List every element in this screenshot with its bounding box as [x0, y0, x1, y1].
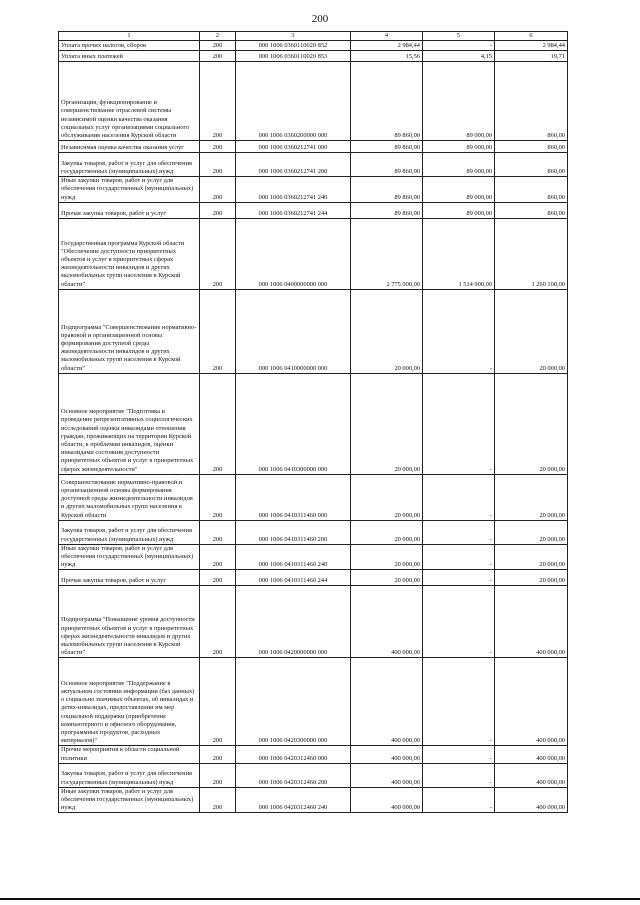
row-col5-amount-cell: - — [423, 763, 495, 787]
row-budget-code-cell: 000 1006 0410311460 240 — [236, 544, 351, 570]
row-col6-amount-cell: 400 000,00 — [495, 763, 568, 787]
row-budget-code-cell: 000 1006 0410311460 000 — [236, 474, 351, 520]
row-name-cell: Совершенствование нормативно-правовой и организационной основы формирования доступной среды жизнедеятельности инвалидов и других маломобильных групп населения в Курской области — [59, 474, 200, 520]
row-col5-amount-cell: 89 000,00 — [423, 153, 495, 177]
row-admin-code-cell: 200 — [200, 787, 236, 813]
row-budget-code-cell: 000 1006 0360110020 852 — [236, 41, 351, 51]
column-header: 3 — [236, 32, 351, 41]
row-col5-amount-cell: - — [423, 41, 495, 51]
row-col6-amount-cell: 19,71 — [495, 51, 568, 62]
page-number: 200 — [311, 13, 329, 25]
row-col4-amount-cell: 2 775 000,00 — [351, 218, 423, 289]
row-col5-amount-cell: - — [423, 373, 495, 474]
row-col5-amount-cell: - — [423, 586, 495, 658]
row-admin-code-cell: 200 — [200, 289, 236, 373]
table-row — [59, 373, 568, 474]
row-col5-amount-cell: 89 000,00 — [423, 62, 495, 141]
row-budget-code-cell: 000 1006 0420000000 000 — [236, 586, 351, 658]
row-col4-amount-cell: 89 860,00 — [351, 141, 423, 153]
row-name-cell: Организация, функционирование и совершенствование отраслевой системы независимой оценки качества оказания социальных услуг организациями социального обслуживания населения Курской области — [59, 62, 200, 141]
row-col5-amount-cell: 4,15 — [423, 51, 495, 62]
row-budget-code-cell: 000 1006 0360200000 000 — [236, 62, 351, 141]
row-admin-code-cell: 200 — [200, 373, 236, 474]
table-row — [59, 62, 568, 141]
row-admin-code-cell: 200 — [200, 746, 236, 763]
row-admin-code-cell: 200 — [200, 41, 236, 51]
row-budget-code-cell: 000 1006 0410311460 200 — [236, 520, 351, 544]
row-name-cell: Уплата иных платежей — [59, 51, 200, 62]
table-row — [59, 474, 568, 520]
row-col6-amount-cell: 860,00 — [495, 177, 568, 203]
row-col6-amount-cell: 20 000,00 — [495, 570, 568, 586]
column-header: 6 — [495, 32, 568, 41]
row-budget-code-cell: 000 1006 0400000000 000 — [236, 218, 351, 289]
row-name-cell: Основное мероприятие "Подготовка и проведение репрезентативных социологических исследований оценки инвалидами отношения граждан, проживающих на территории Курской области, к проблемам инвалидов, оценки инвалидами состояния доступности приоритетных объектов и услуг в приоритетных сферах жизнедеятельности" — [59, 373, 200, 474]
row-name-cell: Закупка товаров, работ и услуг для обеспечения государственных (муниципальных) нужд — [59, 520, 200, 544]
row-name-cell: Закупка товаров, работ и услуг для обеспечения государственных (муниципальных) нужд — [59, 153, 200, 177]
row-col4-amount-cell: 89 860,00 — [351, 153, 423, 177]
table-row — [59, 202, 568, 218]
row-col6-amount-cell: 2 984,44 — [495, 41, 568, 51]
row-col6-amount-cell: 400 000,00 — [495, 746, 568, 763]
row-col4-amount-cell: 20 000,00 — [351, 570, 423, 586]
table-row — [59, 787, 568, 813]
row-admin-code-cell: 200 — [200, 544, 236, 570]
row-admin-code-cell: 200 — [200, 520, 236, 544]
row-admin-code-cell: 200 — [200, 570, 236, 586]
row-col4-amount-cell: 89 860,00 — [351, 202, 423, 218]
row-col5-amount-cell: - — [423, 570, 495, 586]
row-admin-code-cell: 200 — [200, 474, 236, 520]
row-col5-amount-cell: 89 000,00 — [423, 141, 495, 153]
row-admin-code-cell: 200 — [200, 153, 236, 177]
row-col4-amount-cell: 400 000,00 — [351, 746, 423, 763]
table-row — [59, 218, 568, 289]
row-name-cell: Иные закупки товаров, работ и услуг для обеспечения государственных (муниципальных) нужд — [59, 177, 200, 203]
row-col4-amount-cell: 400 000,00 — [351, 787, 423, 813]
row-col5-amount-cell: - — [423, 474, 495, 520]
column-header: 2 — [200, 32, 236, 41]
row-col5-amount-cell: - — [423, 787, 495, 813]
row-name-cell: Государственная программа Курской области "Обеспечение доступности приоритетных объектов и услуг в приоритетных сферах жизнедеятельности инвалидов и других маломобильных групп населения в Курской области" — [59, 218, 200, 289]
row-name-cell: Иные закупки товаров, работ и услуг для обеспечения государственных (муниципальных) нужд — [59, 787, 200, 813]
row-col6-amount-cell: 860,00 — [495, 62, 568, 141]
row-budget-code-cell: 000 1006 0420312460 000 — [236, 746, 351, 763]
row-budget-code-cell: 000 1006 0410300000 000 — [236, 373, 351, 474]
table-row — [59, 41, 568, 51]
row-budget-code-cell: 000 1006 0360212741 240 — [236, 177, 351, 203]
row-col6-amount-cell: 400 000,00 — [495, 787, 568, 813]
row-col5-amount-cell: 89 000,00 — [423, 202, 495, 218]
row-budget-code-cell: 000 1006 0410311460 244 — [236, 570, 351, 586]
row-admin-code-cell: 200 — [200, 586, 236, 658]
row-admin-code-cell: 200 — [200, 51, 236, 62]
row-admin-code-cell: 200 — [200, 141, 236, 153]
column-header: 4 — [351, 32, 423, 41]
row-col6-amount-cell: 1 260 100,00 — [495, 218, 568, 289]
budget-table — [58, 31, 568, 813]
row-col6-amount-cell: 20 000,00 — [495, 544, 568, 570]
row-col6-amount-cell: 20 000,00 — [495, 373, 568, 474]
table-row — [59, 586, 568, 658]
row-col6-amount-cell: 20 000,00 — [495, 289, 568, 373]
row-col6-amount-cell: 400 000,00 — [495, 586, 568, 658]
row-col6-amount-cell: 20 000,00 — [495, 474, 568, 520]
row-col4-amount-cell: 89 860,00 — [351, 62, 423, 141]
row-col4-amount-cell: 20 000,00 — [351, 474, 423, 520]
row-col4-amount-cell: 20 000,00 — [351, 373, 423, 474]
row-admin-code-cell: 200 — [200, 202, 236, 218]
row-budget-code-cell: 000 1006 0420300000 000 — [236, 658, 351, 746]
table-row — [59, 763, 568, 787]
row-col4-amount-cell: 400 000,00 — [351, 586, 423, 658]
row-col6-amount-cell: 860,00 — [495, 141, 568, 153]
row-col5-amount-cell: - — [423, 520, 495, 544]
row-name-cell: Иные закупки товаров, работ и услуг для обеспечения государственных (муниципальных) нужд — [59, 544, 200, 570]
row-name-cell: Прочая закупка товаров, работ и услуг — [59, 570, 200, 586]
column-header: 1 — [59, 32, 200, 41]
row-budget-code-cell: 000 1006 0420312460 200 — [236, 763, 351, 787]
row-col5-amount-cell: - — [423, 746, 495, 763]
column-header: 5 — [423, 32, 495, 41]
row-col4-amount-cell: 89 860,00 — [351, 177, 423, 203]
row-budget-code-cell: 000 1006 0360212741 244 — [236, 202, 351, 218]
table-header-row — [59, 32, 568, 41]
row-admin-code-cell: 200 — [200, 763, 236, 787]
row-name-cell: Подпрограмма "Повышение уровня доступности приоритетных объектов и услуг в приоритетных сферах жизнедеятельности инвалидов и других маломобильных групп населения в Курской области" — [59, 586, 200, 658]
row-col5-amount-cell: - — [423, 658, 495, 746]
row-budget-code-cell: 000 1006 0360212741 200 — [236, 153, 351, 177]
row-budget-code-cell: 000 1006 0410000000 000 — [236, 289, 351, 373]
row-col4-amount-cell: 400 000,00 — [351, 763, 423, 787]
row-col6-amount-cell: 400 000,00 — [495, 658, 568, 746]
row-name-cell: Подпрограмма "Совершенствование нормативно-правовой и организационной основы формирования доступной среды жизнедеятельности инвалидов и других маломобильных групп населения в Курской области" — [59, 289, 200, 373]
row-budget-code-cell: 000 1006 0420312460 240 — [236, 787, 351, 813]
row-budget-code-cell: 000 1006 0360110020 853 — [236, 51, 351, 62]
row-col4-amount-cell: 2 984,44 — [351, 41, 423, 51]
row-col4-amount-cell: 400 000,00 — [351, 658, 423, 746]
table-row — [59, 141, 568, 153]
table-row — [59, 289, 568, 373]
row-admin-code-cell: 200 — [200, 218, 236, 289]
row-col4-amount-cell: 20 000,00 — [351, 520, 423, 544]
table-row — [59, 153, 568, 177]
table-row — [59, 658, 568, 746]
table-row — [59, 520, 568, 544]
row-col5-amount-cell: - — [423, 544, 495, 570]
table-row — [59, 51, 568, 62]
table-row — [59, 544, 568, 570]
row-col6-amount-cell: 20 000,00 — [495, 520, 568, 544]
row-col5-amount-cell: - — [423, 289, 495, 373]
row-col4-amount-cell: 20 000,00 — [351, 544, 423, 570]
row-col5-amount-cell: 1 514 900,00 — [423, 218, 495, 289]
page-bottom-rule — [0, 898, 640, 900]
row-col6-amount-cell: 860,00 — [495, 202, 568, 218]
row-name-cell: Прочая закупка товаров, работ и услуг — [59, 202, 200, 218]
row-admin-code-cell: 200 — [200, 62, 236, 141]
table-row — [59, 177, 568, 203]
row-col6-amount-cell: 860,00 — [495, 153, 568, 177]
table-row — [59, 570, 568, 586]
row-col4-amount-cell: 15,56 — [351, 51, 423, 62]
row-admin-code-cell: 200 — [200, 658, 236, 746]
row-name-cell: Прочие мероприятия в области социальной политики — [59, 746, 200, 763]
row-name-cell: Закупка товаров, работ и услуг для обеспечения государственных (муниципальных) нужд — [59, 763, 200, 787]
table-row — [59, 746, 568, 763]
row-name-cell: Уплата прочих налогов, сборов — [59, 41, 200, 51]
row-admin-code-cell: 200 — [200, 177, 236, 203]
row-name-cell: Независимая оценка качества оказания услуг — [59, 141, 200, 153]
row-col5-amount-cell: 89 000,00 — [423, 177, 495, 203]
row-name-cell: Основное мероприятие "Поддержание в актуальном состоянии информации (баз данных) о социально значимых объектах, об инвалидах и детях-инвалидах, предоставлении им мер социальной поддержки (приобретение компьютерного и офисного оборудования, программных продуктов, расходных материалов)" — [59, 658, 200, 746]
row-col4-amount-cell: 20 000,00 — [351, 289, 423, 373]
row-budget-code-cell: 000 1006 0360212741 000 — [236, 141, 351, 153]
